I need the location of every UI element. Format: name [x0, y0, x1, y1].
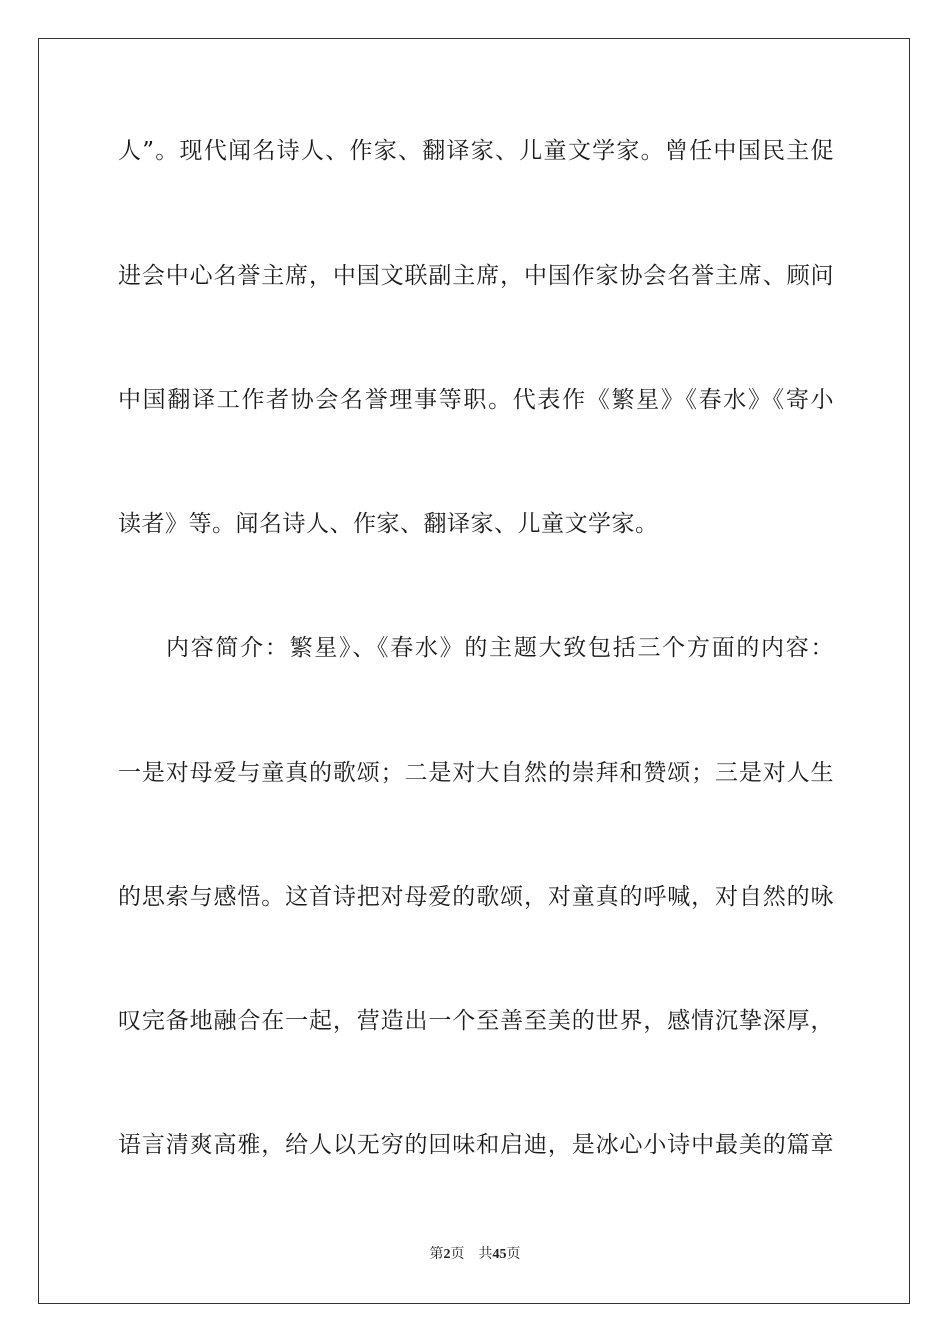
body-text-line: 一是对母爱与童真的歌颂；二是对大自然的崇拜和赞颂；三是对人生 [118, 760, 834, 786]
body-text-line: 语言清爽高雅，给人以无穷的回味和启迪，是冰心小诗中最美的篇章 [118, 1132, 834, 1158]
body-text-line: 中国翻译工作者协会名誉理事等职。代表作《繁星》《春水》《寄小 [118, 387, 834, 413]
body-text-line: 进会中心名誉主席，中国文联副主席，中国作家协会名誉主席、顾问 [118, 263, 834, 289]
body-text-line: 读者》等。闻名诗人、作家、翻译家、儿童文学家。 [118, 511, 659, 537]
page-border [38, 38, 910, 1304]
paragraph-first-line: 内容简介：繁星》、《春水》的主题大致包括三个方面的内容： [166, 635, 834, 661]
body-text-line: 的思索与感悟。这首诗把对母爱的歌颂，对童真的呼喊，对自然的咏 [118, 884, 834, 910]
total-prefix: 共 [478, 1246, 493, 1262]
total-pages: 45 [492, 1247, 507, 1262]
page-prefix: 第 [429, 1246, 444, 1262]
page-footer [0, 1244, 950, 1265]
page-suffix: 页 [450, 1246, 465, 1262]
total-suffix: 页 [506, 1246, 521, 1262]
body-text-line: 叹完备地融合在一起，营造出一个至善至美的世界，感情沉挚深厚， [118, 1008, 834, 1034]
body-text-line: 人”。现代闻名诗人、作家、翻译家、儿童文学家。曾任中国民主促 [118, 138, 834, 164]
page-number: 2 [443, 1247, 451, 1262]
